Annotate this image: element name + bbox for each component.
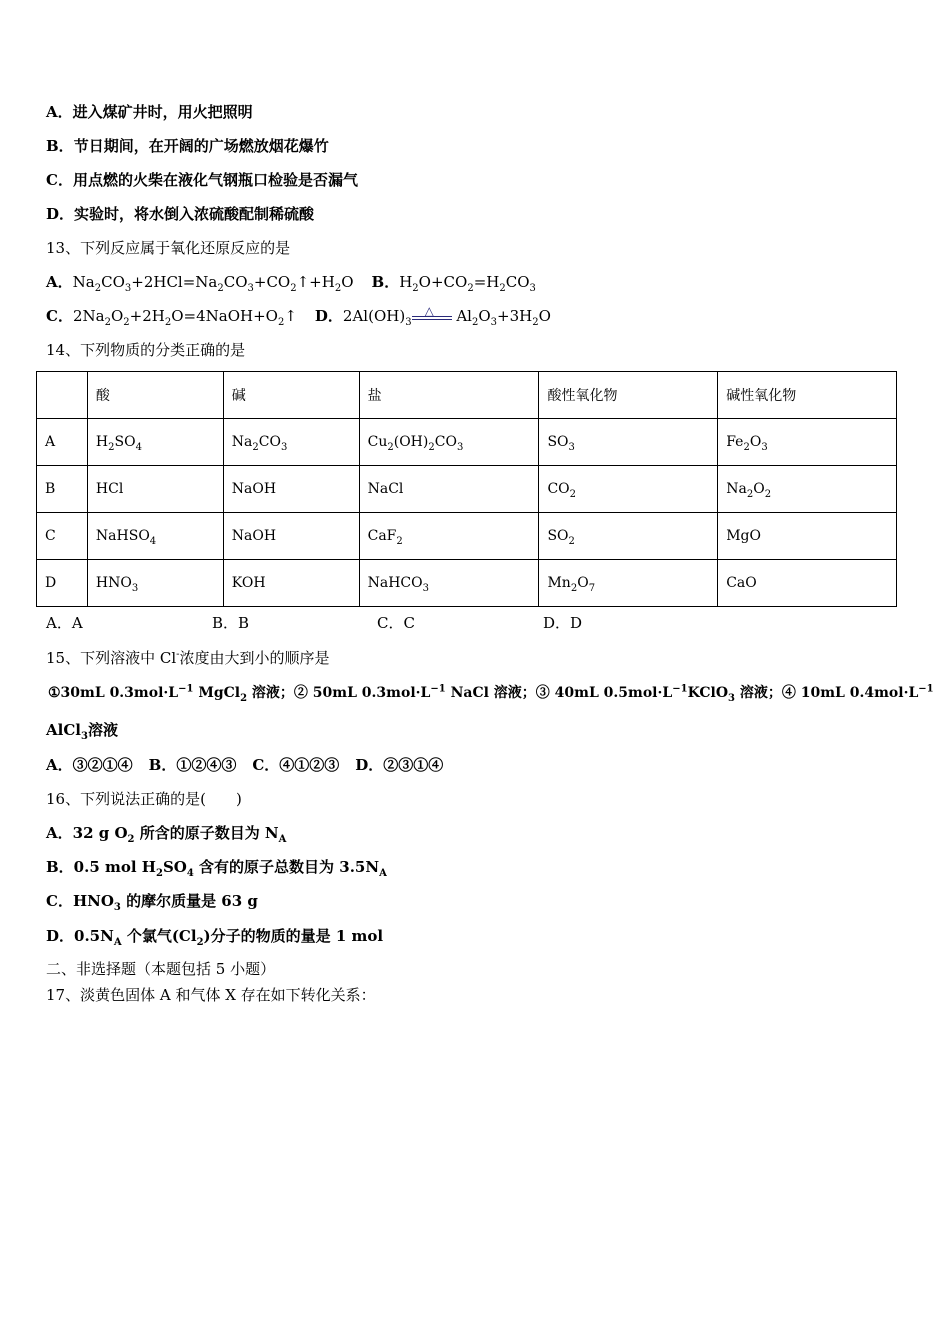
q15-solutions-cont: AlCl$_3$溶液 <box>46 721 118 742</box>
table-cell: $Mn_2O_7$ <box>539 560 718 607</box>
table-cell: B <box>37 466 88 513</box>
q15-stem: 15、下列溶液中 Cl-浓度由大到小的顺序是 <box>46 649 330 667</box>
q14-stem: 14、下列物质的分类正确的是 <box>46 341 246 359</box>
table-cell: KOH <box>223 560 359 607</box>
q16-stem: 16、下列说法正确的是( ) <box>46 790 242 808</box>
table-cell: A <box>37 419 88 466</box>
table-cell: 酸性氧化物 <box>539 372 718 419</box>
table-cell: CaF$_2$ <box>359 513 539 560</box>
table-row <box>37 513 897 560</box>
q12-option-a: A．进入煤矿井时，用火把照明 <box>46 103 253 121</box>
table-cell: MgO <box>718 513 897 560</box>
table-cell: $HNO_3$ <box>87 560 223 607</box>
table-cell <box>37 372 88 419</box>
table-cell: NaOH <box>223 513 359 560</box>
table-cell: 碱 <box>223 372 359 419</box>
q16-option-a: A．32 g $O_2$ 所含的原子数目为 $N_A$ <box>46 824 287 845</box>
q12-option-b: B．节日期间，在开阔的广场燃放烟花爆竹 <box>46 137 329 155</box>
classification-table <box>36 371 897 607</box>
table-row <box>37 419 897 466</box>
table-cell: C <box>37 513 88 560</box>
table-cell: 酸 <box>87 372 223 419</box>
table-cell: HCl <box>87 466 223 513</box>
table-cell: D <box>37 560 88 607</box>
table-cell: $Na_2CO_3$ <box>223 419 359 466</box>
table-cell: $SO_2$ <box>539 513 718 560</box>
section-2-heading: 二、非选择题（本题包括 5 小题） <box>46 960 276 978</box>
table-cell: NaHSO$_4$ <box>87 513 223 560</box>
table-row <box>37 466 897 513</box>
table-cell: 盐 <box>359 372 539 419</box>
table-cell: $H_2SO_4$ <box>87 419 223 466</box>
table-cell: $Fe_2O_3$ <box>718 419 897 466</box>
table-cell: 碱性氧化物 <box>718 372 897 419</box>
table-cell: NaHCO$_3$ <box>359 560 539 607</box>
table-cell: $Na_2O_2$ <box>718 466 897 513</box>
q13-options-cd: C．$2Na_2O_2+2H_2O=4NaOH+O_2↑$ D．$2Al(OH)_3$ △ $Al_2O_3+3H_2O$ <box>46 304 551 328</box>
q15-options: A．③②①④ B．①②④③ C．④①②③ D．②③①④ <box>46 756 444 774</box>
q12-option-d: D．实验时，将水倒入浓硫酸配制稀硫酸 <box>46 205 315 223</box>
table-cell: CaO <box>718 560 897 607</box>
q14-answer-c: C．C <box>377 614 415 632</box>
q14-answer-b: B．B <box>212 614 250 632</box>
table-cell: $Cu_2(OH)_2CO_3$ <box>359 419 539 466</box>
heating-condition: △ <box>412 309 452 325</box>
table-cell: $SO_3$ <box>539 419 718 466</box>
q13-options-ab: A．$Na_2CO_3+2HCl=Na_2CO_3+CO_2↑+H_2O$ B．$H_2O+CO_2=H_2CO_3$ <box>46 273 536 294</box>
q15-solutions: ①30mL $0.3mol\cdot L^{-1}$ MgCl$_2$ 溶液；② 50mL $0.3mol\cdot L^{-1}$ NaCl 溶液；③ 40mL $0.5mol\cdot L^{-1}KClO_3$ 溶液；④ 10mL $0.4mol\cdot L^{-1}$ <box>48 683 934 704</box>
q16-option-d: D．$0.5N_A$ 个氯气$(Cl_2)$分子的物质的量是 1 mol <box>46 927 384 948</box>
table-row <box>37 560 897 607</box>
q17-stem: 17、淡黄色固体 A 和气体 X 存在如下转化关系： <box>46 986 376 1004</box>
q16-option-b: B．0.5 mol $H_2SO_4$ 含有的原子总数目为 $3.5N_A$ <box>46 858 387 879</box>
q14-answer-d: D．D <box>543 614 583 632</box>
table-cell: NaOH <box>223 466 359 513</box>
table-cell: $CO_2$ <box>539 466 718 513</box>
table-header-row <box>37 372 897 419</box>
q12-option-c: C．用点燃的火柴在液化气钢瓶口检验是否漏气 <box>46 171 358 189</box>
q16-option-c: C．$HNO_3$ 的摩尔质量是 63 g <box>46 892 258 913</box>
q14-answer-a: A．A <box>46 614 83 632</box>
table-cell: NaCl <box>359 466 539 513</box>
q13-stem: 13、下列反应属于氧化还原反应的是 <box>46 239 291 257</box>
